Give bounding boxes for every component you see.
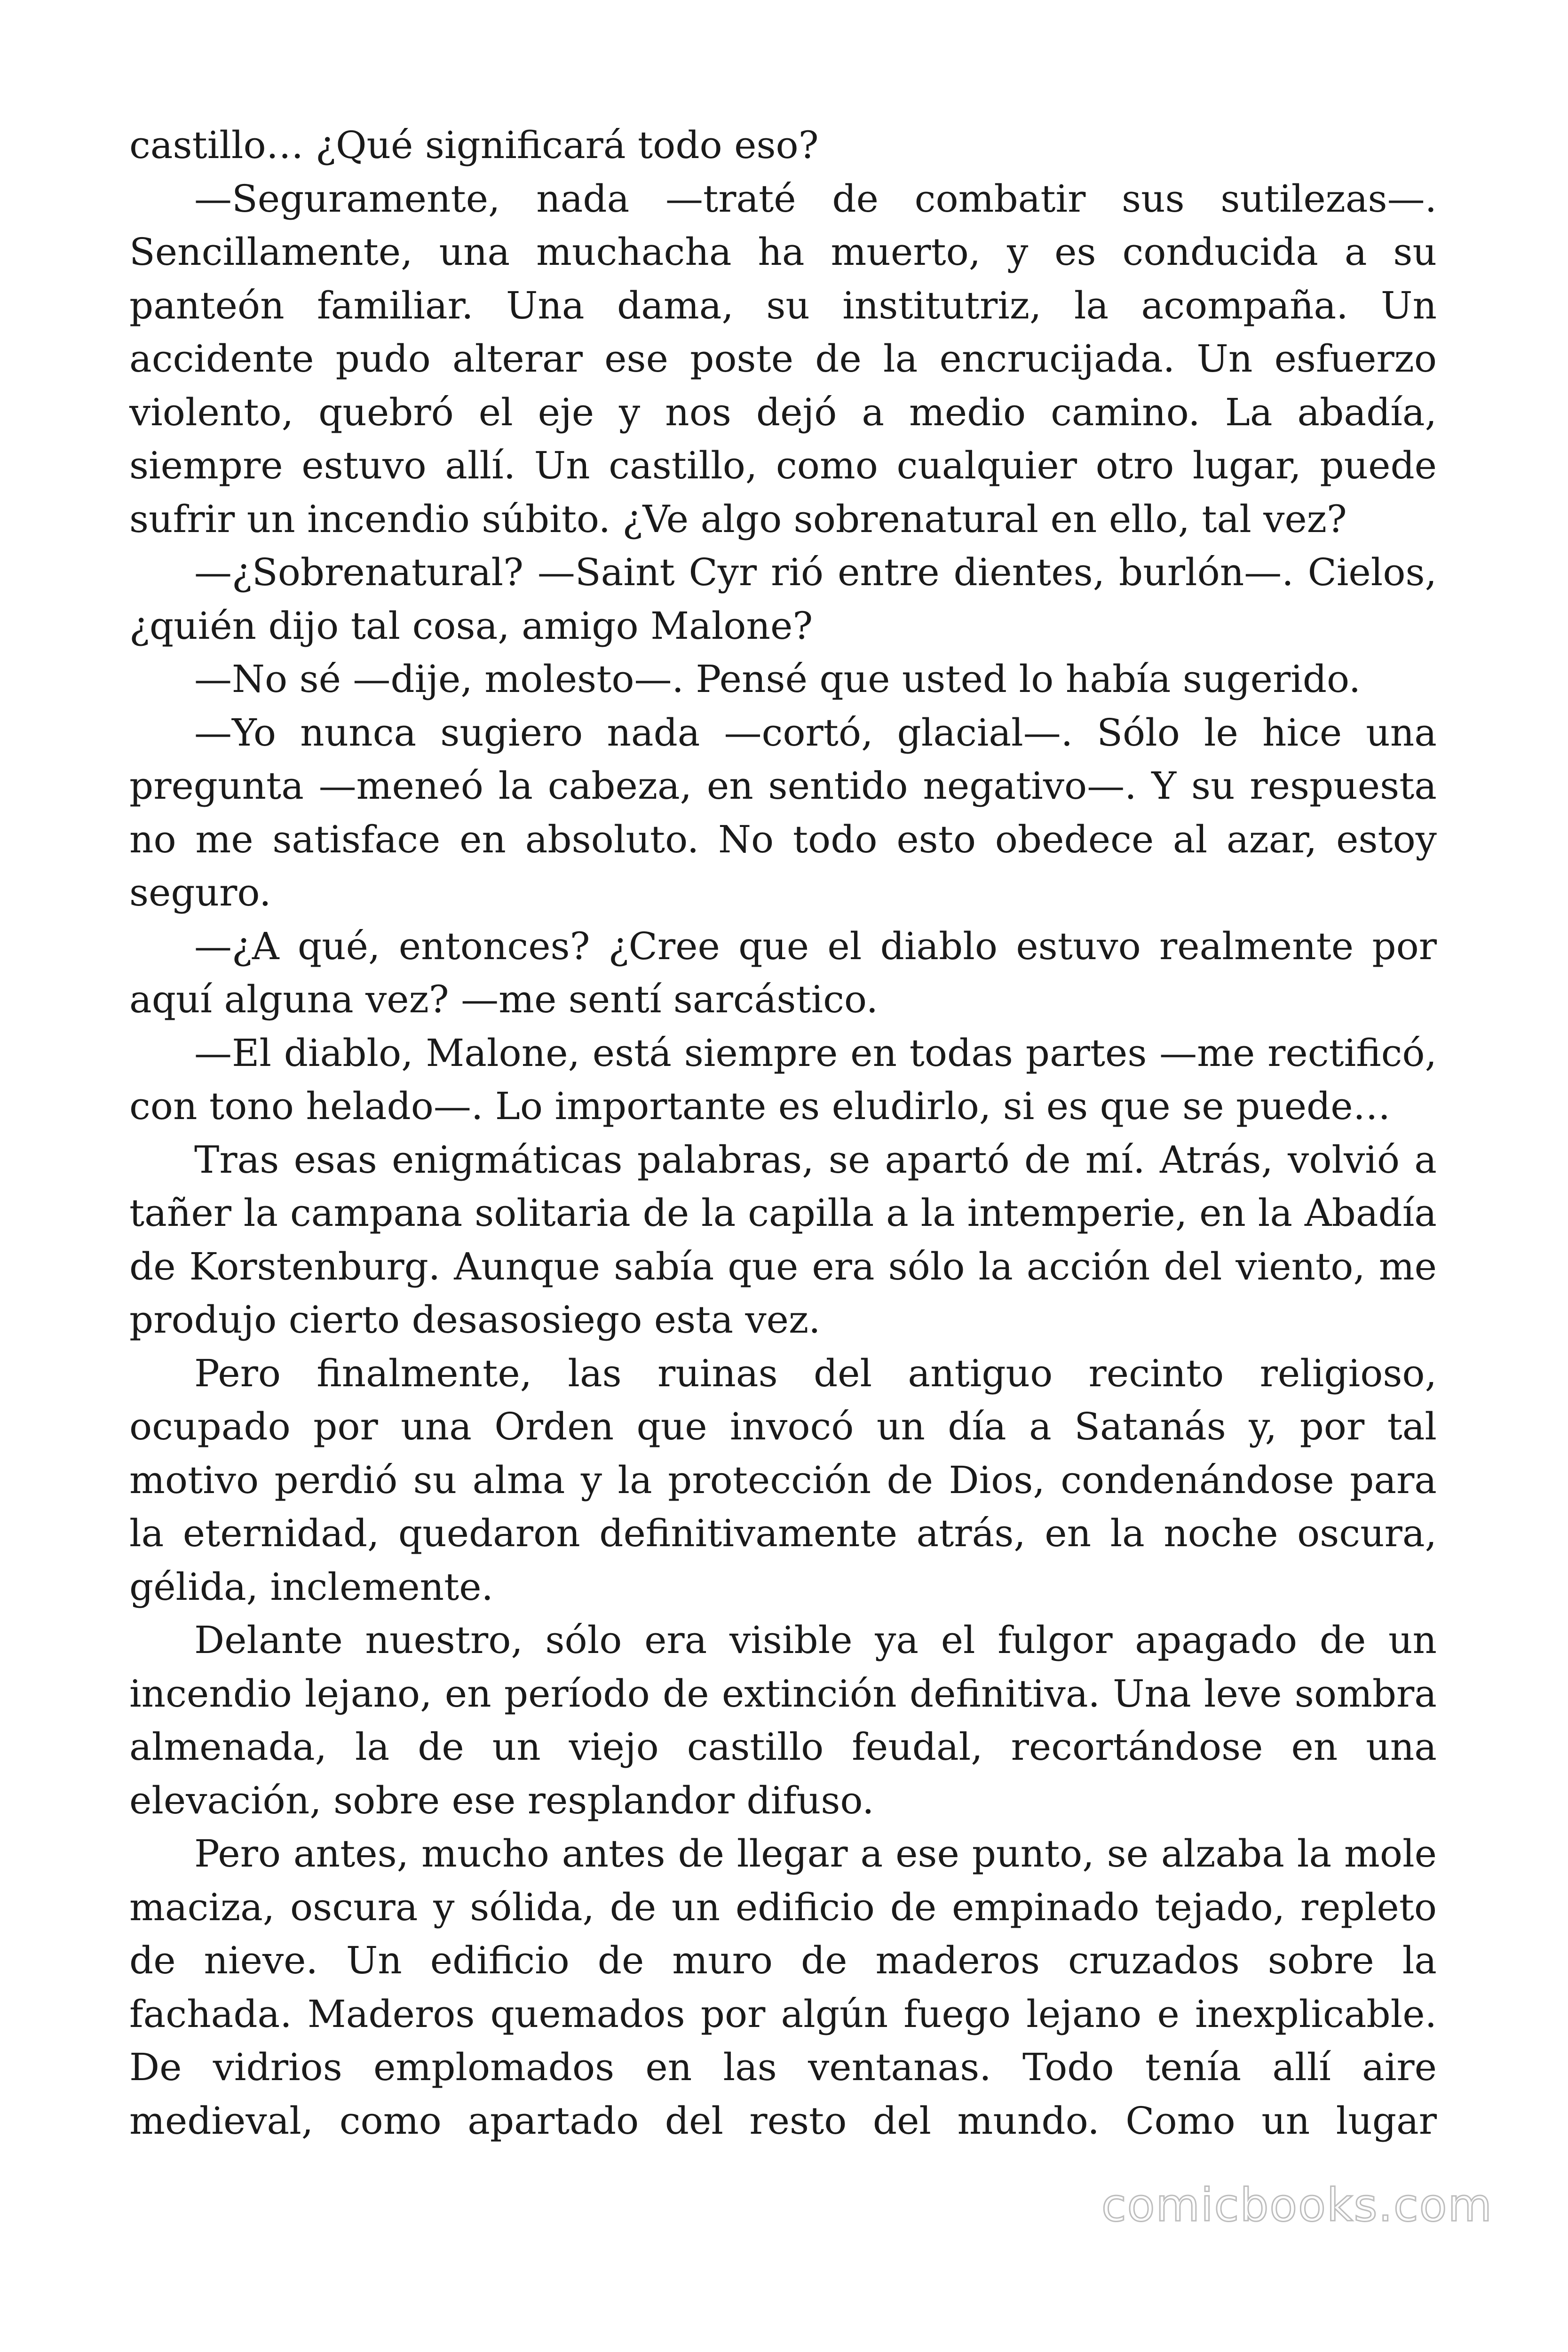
paragraph-4: —No sé —dije, molesto—. Pensé que usted lo había sugerido. — [194, 657, 1361, 701]
paragraph-6: —¿A qué, entonces? ¿Cree que el diablo estuvo realmente por aquí alguna vez? —me sentí sarcástico. — [129, 924, 1437, 1021]
paragraph-7: —El diablo, Malone, está siempre en todas partes —me rectificó, con tono helado—. Lo importante es eludirlo, si es que se puede… — [129, 1031, 1437, 1128]
paragraph-8: Tras esas enigmáticas palabras, se apartó de mí. Atrás, volvió a tañer la campana solitaria de la capilla a la intemperie, en la Abadía de Korstenburg. Aunque sabía que era sólo la acción del viento, me produjo cierto desasosiego esta vez. — [129, 1137, 1437, 1342]
paragraph-11: Pero antes, mucho antes de llegar a ese punto, se alzaba la mole maciza, oscura y sólida, de un edificio de empinado tejado, repleto de nieve. Un edificio de muro de maderos cruzados sobre la fachada. Maderos quemados por algún fuego lejano e inexplicable. De vidrios emplomados en las ventanas. Todo tenía allí aire medieval, como apartado del resto del mundo. Como un lugar — [129, 1832, 1437, 2143]
paragraph-2: —Seguramente, nada —traté de combatir sus sutilezas—. Sencillamente, una muchacha ha muerto, y es conducida a su panteón familiar. Una dama, su institutriz, la acompaña. Un accidente pudo alterar ese poste de la encrucijada. Un esfuerzo violento, quebró el eje y nos dejó a medio camino. La abadía, siempre estuvo allí. Un castillo, como cualquier otro lugar, puede sufrir un incendio súbito. ¿Ve algo sobrenatural en ello, tal vez? — [129, 176, 1437, 541]
body-text — [129, 119, 1437, 2147]
paragraph-1: castillo… ¿Qué significará todo eso? — [129, 123, 819, 167]
paragraph-5: —Yo nunca sugiero nada —cortó, glacial—. Sólo le hice una pregunta —meneó la cabeza, en sentido negativo—. Y su respuesta no me satisface en absoluto. No todo esto obedece al azar, estoy seguro. — [129, 710, 1437, 914]
paragraph-3: —¿Sobrenatural? —Saint Cyr rió entre dientes, burlón—. Cielos, ¿quién dijo tal cosa, amigo Malone? — [129, 550, 1437, 648]
watermark-logo: comicbooks.com — [1101, 2179, 1493, 2232]
paragraph-10: Delante nuestro, sólo era visible ya el fulgor apagado de un incendio lejano, en período de extinción definitiva. Una leve sombra almenada, la de un viejo castillo feudal, recortándose en una elevación, sobre ese resplandor difuso. — [129, 1618, 1437, 1822]
paragraph-9: Pero finalmente, las ruinas del antiguo recinto religioso, ocupado por una Orden que invocó un día a Satanás y, por tal motivo perdió su alma y la protección de Dios, condenándose para la eternidad, quedaron definitivamente atrás, en la noche oscura, gélida, inclemente. — [129, 1351, 1437, 1609]
